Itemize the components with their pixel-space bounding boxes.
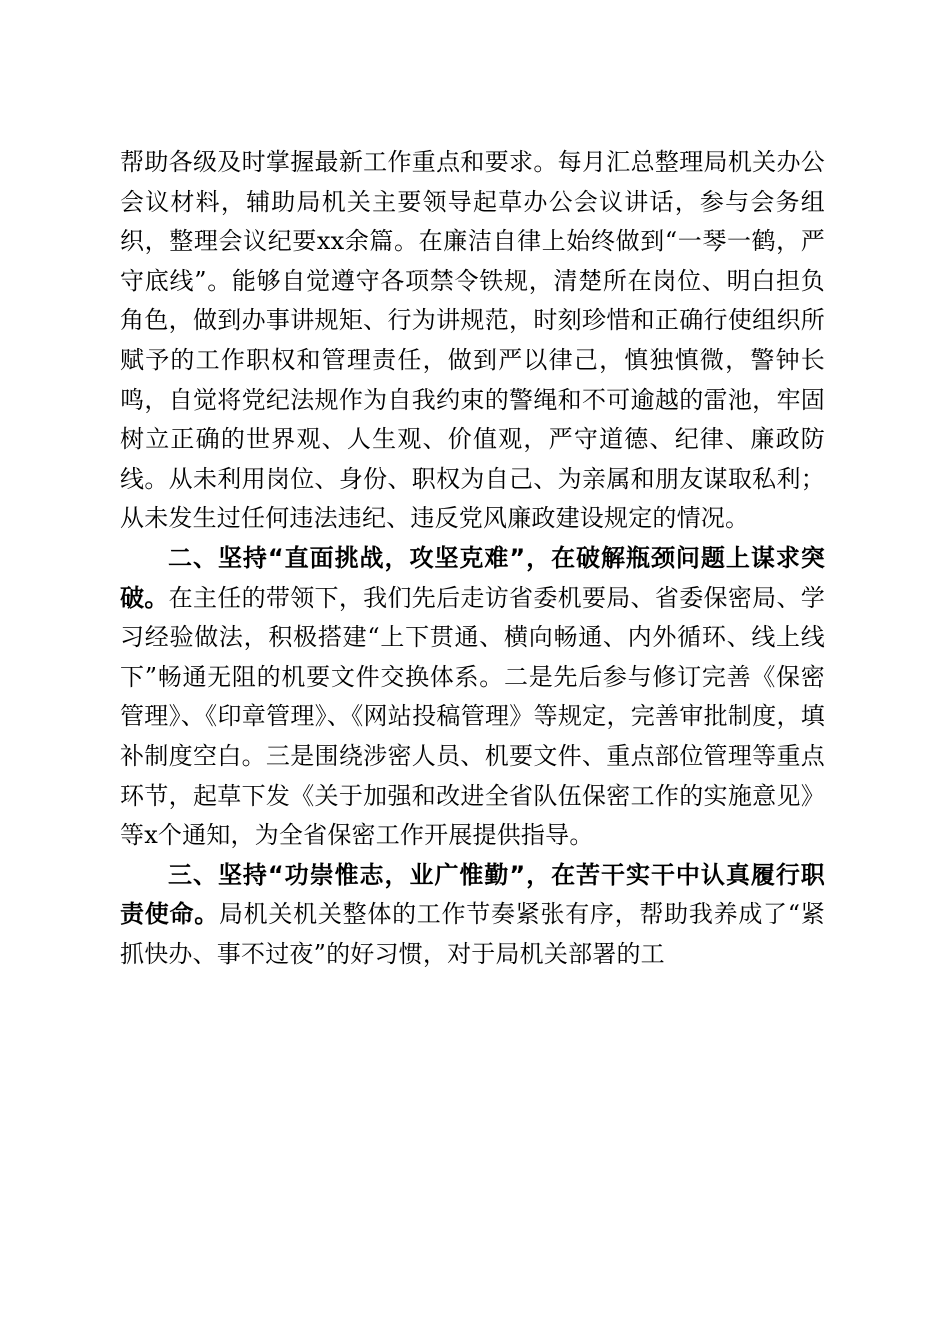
document-page <box>120 143 825 974</box>
section-heading-2: 二、坚持“直面挑战，攻坚克难”，在破解瓶颈问题上谋求突破。 <box>120 543 825 612</box>
paragraph-2 <box>120 539 825 856</box>
paragraph-1 <box>120 143 825 539</box>
paragraph-3-body: 局机关机关整体的工作节奏紧张有序，帮助我养成了“紧抓快办、事不过夜”的好习惯，对于局机关部署的工 <box>120 900 825 968</box>
paragraph-2-body: 在主任的带领下，我们先后走访省委机要局、省委保密局、学习经验做法，积极搭建“上下贯通、横向畅通、内外循环、线上线下”畅通无阻的机要文件交换体系。二是先后参与修订完善《保密管理》、《印章管理》、《网站投稿管理》等规定，完善审批制度，填补制度空白。三是围绕涉密人员、机要文件、重点部位管理等重点环节，起草下发《关于加强和改进全省队伍保密工作的实施意见》等x个通知，为全省保密工作开展提供指导。 <box>120 583 825 850</box>
paragraph-1-body: 帮助各级及时掌握最新工作重点和要求。每月汇总整理局机关办公会议材料，辅助局机关主要领导起草办公会议讲话，参与会务组织，整理会议纪要xx余篇。在廉洁自律上始终做到“一琴一鹤，严守底线”。能够自觉遵守各项禁令铁规，清楚所在岗位、明白担负角色，做到办事讲规矩、行为讲规范，时刻珍惜和正确行使组织所赋予的工作职权和管理责任，做到严以律己，慎独慎微，警钟长鸣，自觉将党纪法规作为自我约束的警绳和不可逾越的雷池，牢固树立正确的世界观、人生观、价值观，严守道德、纪律、廉政防线。从未利用岗位、身份、职权为自己、为亲属和朋友谋取私利；从未发生过任何违法违纪、违反党风廉政建设规定的情况。 <box>120 148 825 533</box>
section-heading-3: 三、坚持“功崇惟志，业广惟勤”，在苦干实干中认真履行职责使命。 <box>120 860 825 929</box>
paragraph-3 <box>120 856 825 975</box>
